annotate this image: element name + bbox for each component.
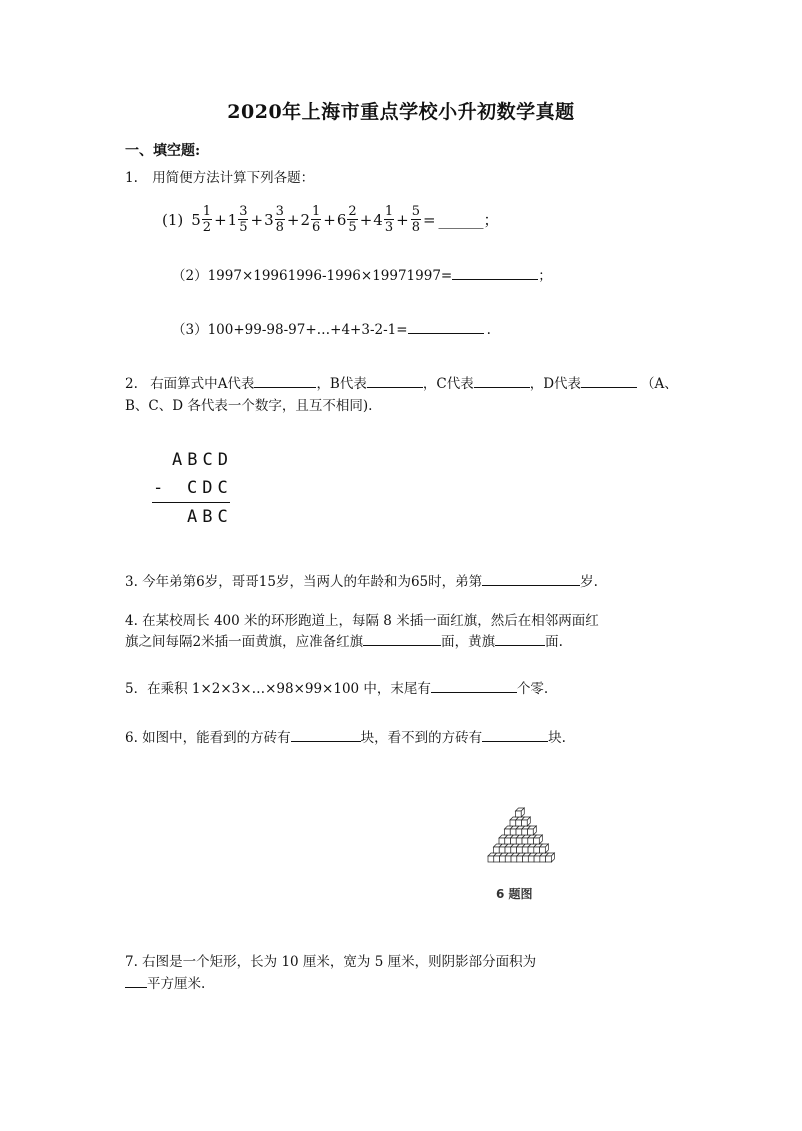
denominator: 8 — [275, 220, 284, 235]
brick — [540, 847, 546, 853]
label-b: ，B代表 — [316, 376, 367, 392]
whole-part: 6 — [336, 210, 347, 229]
numerator: 2 — [348, 204, 357, 219]
brick — [500, 856, 506, 862]
operator: + — [396, 210, 409, 229]
punctuation: . — [486, 322, 491, 338]
answer-blank — [482, 573, 580, 586]
brick — [505, 838, 511, 844]
brick — [534, 856, 540, 862]
fraction — [411, 204, 421, 235]
question-text: 6. 如图中，能看到的方砖有 — [125, 730, 291, 746]
question-6 — [125, 726, 566, 746]
brick — [528, 847, 534, 853]
question-2 — [125, 372, 678, 392]
answer-blank-a — [254, 375, 316, 388]
brick — [505, 856, 511, 862]
answer-blank — [408, 321, 484, 334]
question-1-part-3 — [172, 318, 491, 338]
subtraction-result: ABC — [187, 507, 233, 527]
fraction — [384, 204, 394, 235]
question-text-end: 个零. — [516, 681, 549, 697]
answer-blank-c — [474, 375, 530, 388]
denominator: 6 — [312, 220, 321, 235]
part-label: (1) — [162, 210, 184, 229]
question-1-part-2 — [172, 264, 552, 284]
denominator: 5 — [348, 220, 357, 235]
minus-sign: - — [153, 478, 169, 498]
numerator: 3 — [275, 204, 284, 219]
brick — [505, 829, 511, 835]
fraction — [238, 204, 248, 235]
brick — [523, 856, 529, 862]
brick — [494, 847, 500, 853]
brick — [511, 838, 517, 844]
brick — [517, 847, 523, 853]
whole-part: 2 — [300, 210, 311, 229]
fraction — [202, 204, 212, 235]
brick — [516, 820, 522, 826]
question-5 — [125, 677, 548, 697]
question-4-line-1: 4. 在某校周长 400 米的环形跑道上，每隔 8 米插一面红旗，然后在相邻两面红 — [125, 613, 599, 629]
brick — [505, 847, 511, 853]
operator: + — [359, 210, 373, 229]
brick — [516, 838, 522, 844]
answer-blank-d — [581, 375, 637, 388]
brick — [522, 838, 528, 844]
brick — [528, 838, 534, 844]
question-text-end: 岁. — [580, 574, 598, 590]
denominator: 3 — [384, 220, 394, 235]
operator: + — [214, 210, 227, 229]
brick — [522, 820, 528, 826]
question-number: 2. — [125, 376, 138, 392]
question-2-line-2: B、C、D 各代表一个数字，且互不相同). — [125, 398, 373, 414]
question-1 — [125, 166, 314, 186]
whole-part: 1 — [227, 210, 238, 229]
answer-blank — [431, 680, 517, 693]
fraction — [347, 204, 357, 235]
brick-pyramid-figure — [484, 790, 580, 872]
brick — [488, 856, 494, 862]
operator: + — [323, 210, 336, 229]
fraction — [275, 204, 285, 235]
subtraction-row-1: ABCD — [172, 450, 233, 470]
brick — [494, 856, 500, 862]
label-c: ，C代表 — [422, 376, 474, 392]
figure-caption: 6 题图 — [496, 887, 533, 901]
numerator: 1 — [312, 204, 321, 219]
whole-part: 5 — [191, 210, 201, 229]
page-title: 2020年上海市重点学校小升初数学真题 — [227, 101, 575, 123]
question-text: 用简便方法计算下列各题： — [152, 170, 315, 186]
math-expression-1 — [162, 204, 499, 235]
punctuation: ； — [538, 268, 552, 284]
operator: + — [286, 210, 300, 229]
question-text: 3. 今年弟第6岁，哥哥15岁，当两人的年龄和为65时，弟第 — [125, 574, 483, 590]
answer-blank — [125, 975, 147, 988]
numerator: 3 — [239, 204, 248, 219]
brick — [510, 829, 516, 835]
brick — [546, 856, 552, 862]
answer-blank: ______； — [438, 211, 499, 229]
question-7-line-1: 7. 右图是一个矩形，长为 10 厘米，宽为 5 厘米，则阴影部分面积为 — [125, 954, 537, 970]
numerator: 1 — [202, 204, 212, 219]
question-text: 右面算式中 — [150, 376, 218, 392]
answer-blank-red — [363, 633, 441, 646]
brick — [534, 847, 540, 853]
answer-blank-hidden — [482, 729, 548, 742]
brick — [516, 811, 522, 817]
fraction — [311, 204, 321, 235]
denominator: 8 — [411, 220, 420, 235]
numerator: 5 — [411, 204, 420, 219]
brick — [540, 856, 546, 862]
answer-blank-yellow — [495, 633, 545, 646]
brick — [534, 838, 540, 844]
brick — [511, 847, 517, 853]
question-text: （A、 — [641, 376, 678, 392]
question-text-end: 面. — [545, 634, 563, 650]
operator: = — [422, 210, 436, 229]
brick — [510, 820, 516, 826]
question-4-line-2 — [125, 630, 563, 650]
question-number: 1. — [125, 170, 138, 186]
numerator: 1 — [384, 204, 394, 219]
part-3-text: （3）100+99-98-97+…+4+3-2-1= — [172, 322, 408, 338]
question-text: 面，黄旗 — [441, 634, 496, 650]
question-text-end: 块. — [548, 730, 566, 746]
brick — [516, 829, 522, 835]
brick — [511, 856, 517, 862]
question-7-line-2 — [125, 972, 205, 992]
brick — [522, 829, 528, 835]
question-3 — [125, 570, 598, 590]
denominator: 5 — [239, 220, 248, 235]
section-heading: 一、填空题: — [125, 143, 201, 159]
whole-part: 3 — [264, 210, 274, 229]
question-text: 5．在乘积 1×2×3×…×98×99×100 中，末尾有 — [125, 681, 431, 697]
brick — [528, 856, 534, 862]
brick — [499, 847, 505, 853]
question-text-end: 平方厘米. — [147, 976, 206, 992]
operator: + — [250, 210, 264, 229]
brick — [517, 856, 523, 862]
answer-blank — [452, 267, 538, 280]
brick — [522, 847, 528, 853]
answer-blank-b — [367, 375, 423, 388]
brick — [499, 838, 505, 844]
denominator: 2 — [202, 220, 212, 235]
part-2-text: （2）1997×19961996-1996×19971997= — [172, 268, 453, 284]
subtraction-row-2: CDC — [187, 478, 233, 498]
answer-blank-visible — [291, 729, 361, 742]
question-text: 块，看不到的方砖有 — [360, 730, 483, 746]
subtraction-rule — [152, 502, 230, 503]
question-text: 旗之间每隔2米插一面黄旗，应准备红旗 — [125, 634, 364, 650]
brick — [528, 829, 534, 835]
whole-part: 4 — [373, 210, 383, 229]
label-d: ，D代表 — [529, 376, 582, 392]
label-a: A代表 — [217, 376, 255, 392]
